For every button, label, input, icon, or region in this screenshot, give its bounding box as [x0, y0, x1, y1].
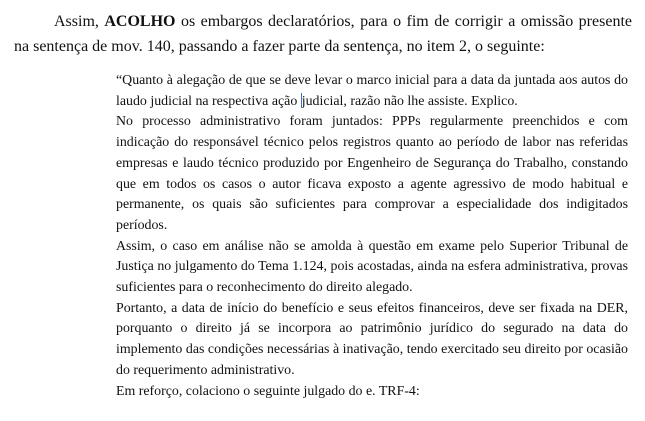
intro-paragraph — [14, 9, 632, 59]
quote-paragraph-4: Portanto, a data de início do benefício e seus efeitos financeiros, deve ser fixada na DER, porquanto o direito já se incorpora ao patrimônio jurídico do segurado na data do implemento das condições necessárias à inativação, tendo exercitado seu direito por ocasião do requerimento administrativo. — [116, 300, 628, 378]
quote-paragraph-1 — [116, 71, 628, 112]
intro-text-start: Assim, — [54, 13, 105, 30]
intro-bold-word: ACOLHO — [104, 13, 176, 30]
quote-paragraph-3: Assim, o caso em análise não se amolda à questão em exame pelo Superior Tribunal de Justiça no julgamento do Tema 1.124, pois acostadas, ainda na esfera administrativa, provas suficientes para o reconhecimento do direito alegado. — [116, 238, 628, 296]
quote-p1-end: judicial, razão não lhe assiste. Explico. — [301, 93, 518, 109]
block-quote — [116, 71, 628, 402]
quote-paragraph-2: No processo administrativo foram juntados: PPPs regularmente preenchidos e com indicação do responsável técnico pelos registros quanto ao período de labor nas referidas empresas e laudo técnico produzido por Engenheiro de Segurança do Trabalho, constando que em todos os casos o autor ficava exposto a agente agressivo de modo habitual e permanente, os quais são suficientes para comprovar a especialidade dos indigitados períodos. — [116, 114, 628, 233]
intro-text-end: os embargos declaratórios, para o fim de corrigir a omissão presente na sentença de mov. 140, passando a fazer parte da sentença, no item 2, o seguinte: — [14, 13, 632, 55]
quote-paragraph-5: Em reforço, colaciono o seguinte julgado do e. TRF-4: — [116, 383, 420, 399]
quote-p1-start: “Quanto à alegação de que se deve levar o marco inicial para a data da juntada aos autos do laudo judicial na respectiva ação — [116, 73, 628, 109]
